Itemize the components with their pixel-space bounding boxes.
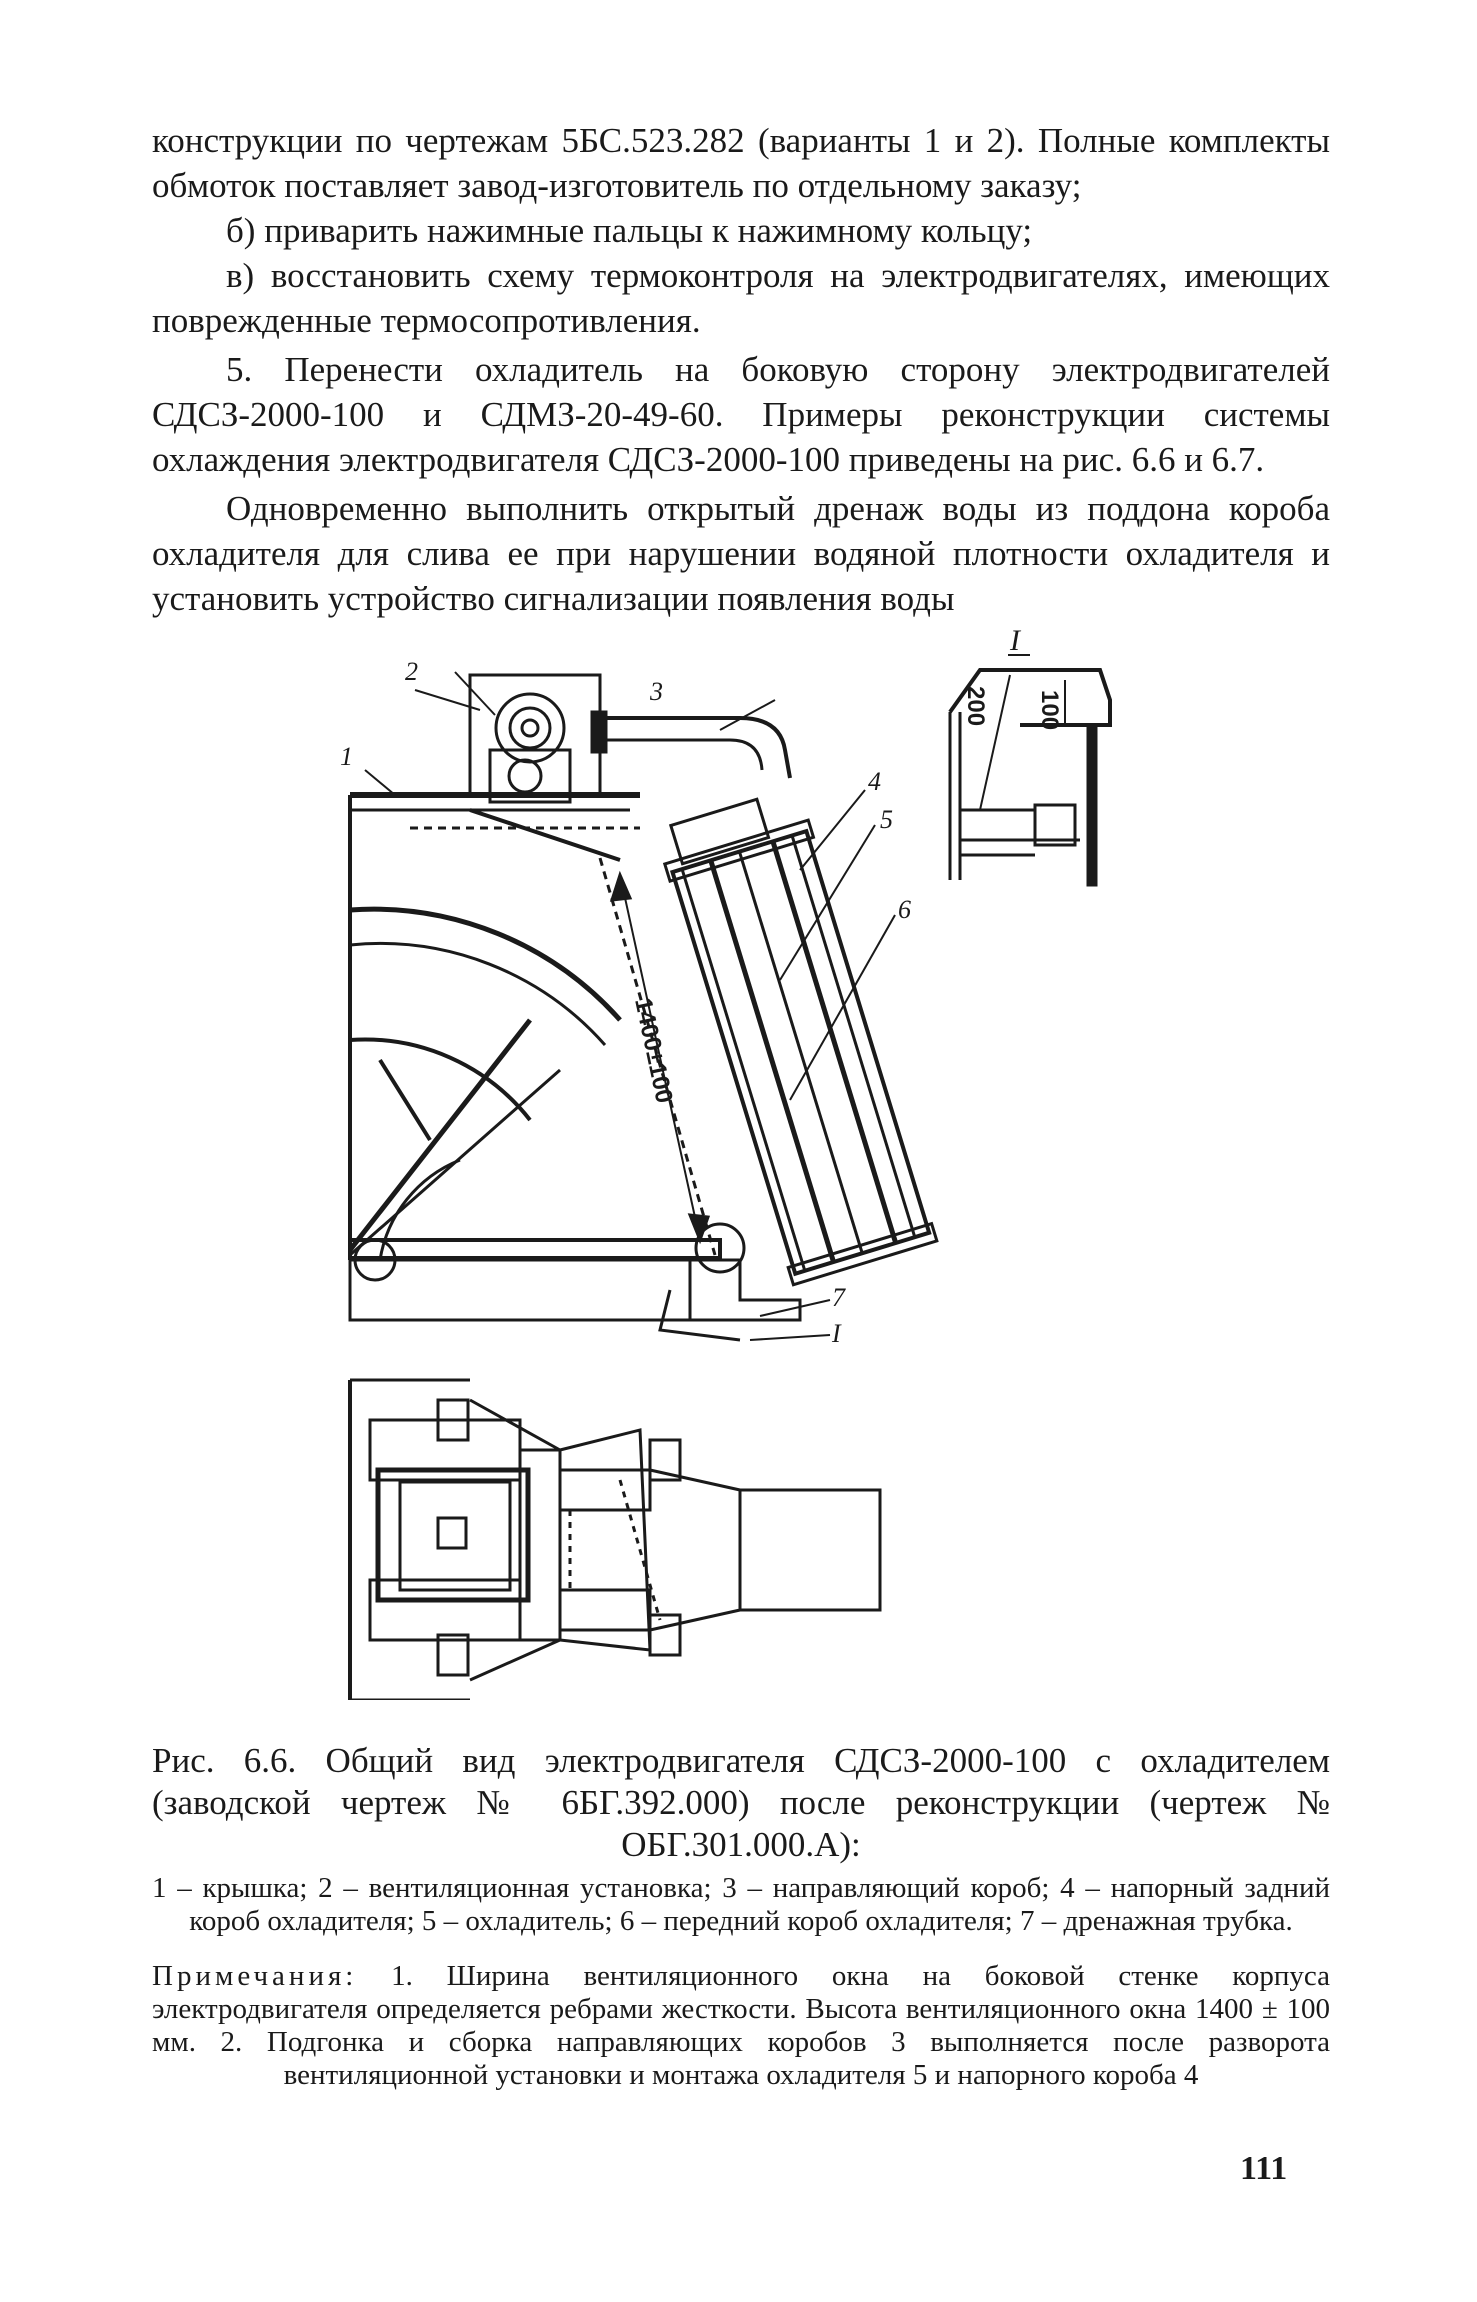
label-5: 5 [880,805,893,834]
paragraph-4: 5. Перенести охладитель на боковую сторону электродвигателей СДСЗ-2000-100 и СДМЗ-20-49-60. Примеры реконструкции системы охлаждения электродвигателя СДСЗ-2000-100 приведены на рис. 6.6 и 6.7. [152,350,1330,479]
label-detail-callout: I [832,1319,841,1348]
detail-view [950,624,1110,885]
figure-6-6 [320,600,1220,1700]
figure-caption [152,1740,1330,1938]
notes [152,1960,1330,2092]
paragraph-5: Одновременно выполнить открытый дренаж воды из поддона короба охладителя для слива ее при нарушении водяной плотности охладителя и установить устройство сигнализации появления воды [152,489,1330,618]
label-6: 6 [898,895,911,924]
technical-drawing [320,600,1220,1700]
label-4: 4 [868,767,881,796]
label-3: 3 [650,677,663,706]
notes-text: 1. Ширина вентиляционного окна на боковой стенке корпуса электродвигателя определяется ребрами жесткости. Высота вентиляционного окна 1400 ± 100 мм. 2. Подгонка и сборка направляющих коробов 3 выполняется после разворота вентиляционной установки и монтажа охладителя 5 и напорного короба 4 [152,1960,1330,2091]
paragraph-3: в) восстановить схему термоконтроля на электродвигателях, имеющих поврежденные термосопротивления. [152,256,1330,340]
notes-heading: Примечания: [152,1960,358,1992]
plan-view [350,1380,880,1700]
label-2: 2 [405,657,418,686]
caption-title: Рис. 6.6. Общий вид электродвигателя СДСЗ-2000-100 с охладителем (заводской чертеж № 6БГ.392.000) после реконструкции (чертеж № ОБГ.301.000.А): [152,1741,1330,1864]
side-view [340,657,937,1348]
label-7: 7 [832,1283,845,1312]
paragraph-2: б) приварить нажимные пальцы к нажимному кольцу; [226,211,1033,250]
dim-100: 100 [1036,690,1063,731]
dim-200: 200 [962,686,989,727]
paragraph-1: конструкции по чертежам 5БС.523.282 (варианты 1 и 2). Полные комплекты обмоток поставляет завод-изготовитель по отдельному заказу; [152,121,1330,205]
window-dimension: 1400±100 [629,995,678,1106]
detail-title: I [1010,624,1020,657]
label-1: 1 [340,742,353,771]
page-number: 111 [1240,2150,1288,2187]
body-text [152,118,1330,621]
caption-legend: 1 – крышка; 2 – вентиляционная установка; 3 – направляющий короб; 4 – напорный задний короб охладителя; 5 – охладитель; 6 – передний короб охладителя; 7 – дренажная трубка. [152,1872,1330,1937]
